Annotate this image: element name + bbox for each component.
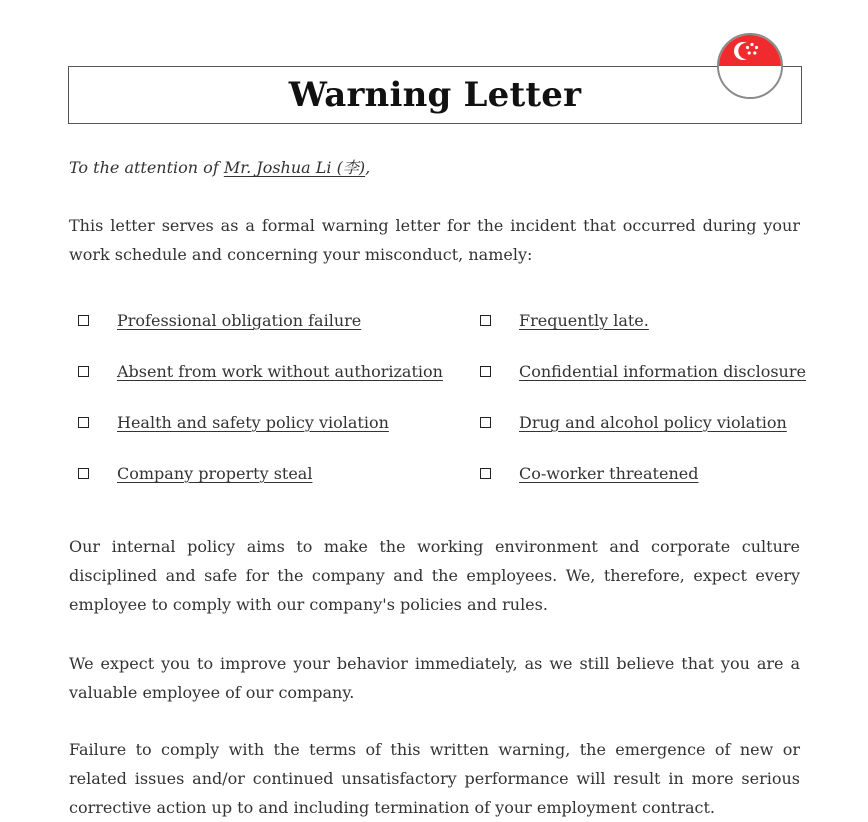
checklist-label: Professional obligation failure [117, 311, 362, 330]
checkbox-icon[interactable] [78, 417, 89, 428]
checkbox-icon[interactable] [78, 468, 89, 479]
checklist-item[interactable] [480, 311, 649, 330]
checkbox-icon[interactable] [480, 315, 491, 326]
title-box [68, 66, 802, 124]
checklist-label: Confidential information disclosure [519, 362, 806, 381]
checkbox-icon[interactable] [480, 468, 491, 479]
recipient-name: Mr. Joshua Li (李) [223, 158, 366, 177]
checklist-label: Company property steal [117, 464, 313, 483]
checklist-item[interactable] [78, 464, 312, 483]
checklist-item[interactable] [78, 311, 361, 330]
checklist-item[interactable] [78, 413, 389, 432]
consequence-paragraph: Failure to comply with the terms of this written warning, the emergence of new or related issues and/or continued unsatisfactory performance will result in more serious corrective action up to and including termination of your employment contract. [69, 740, 800, 817]
salutation-suffix: , [365, 158, 371, 177]
checkbox-icon[interactable] [480, 417, 491, 428]
salutation-prefix: To the attention of [69, 158, 224, 177]
checklist-item[interactable] [78, 362, 443, 381]
checklist-label: Drug and alcohol policy violation [519, 413, 787, 432]
checkbox-icon[interactable] [78, 315, 89, 326]
checkbox-icon[interactable] [480, 366, 491, 377]
checklist-item[interactable] [480, 362, 806, 381]
page-title: Warning Letter [288, 75, 582, 115]
checklist-item[interactable] [480, 413, 787, 432]
checklist-label: Health and safety policy violation [117, 413, 389, 432]
checklist-label: Frequently late. [519, 311, 649, 330]
improvement-paragraph: We expect you to improve your behavior immediately, as we still believe that you are a valuable employee of our company. [69, 654, 800, 702]
checklist-item[interactable] [480, 464, 698, 483]
policy-paragraph: Our internal policy aims to make the working environment and corporate culture disciplined and safe for the company and the employees. We, therefore, expect every employee to comply with our company's policies and rules. [69, 537, 800, 614]
checkbox-icon[interactable] [78, 366, 89, 377]
singapore-flag-icon [717, 33, 783, 99]
checklist-label: Absent from work without authorization [117, 362, 443, 381]
intro-paragraph: This letter serves as a formal warning letter for the incident that occurred during your work schedule and concerning your misconduct, namely: [69, 216, 800, 264]
salutation [69, 155, 370, 178]
checklist-label: Co-worker threatened [519, 464, 699, 483]
